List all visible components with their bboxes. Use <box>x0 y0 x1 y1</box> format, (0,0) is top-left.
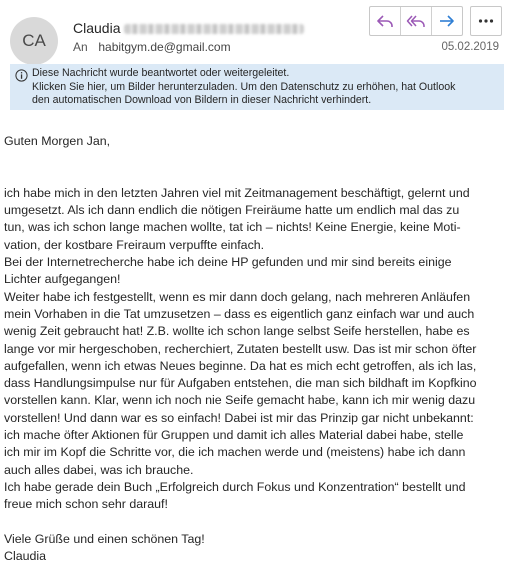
reply-all-icon <box>406 13 426 29</box>
sender-avatar[interactable]: CA <box>10 17 58 65</box>
body-line: umgesetzt. Als ich dann endlich die nötigen Freiräume hatte um endlich mal das zu <box>4 203 460 218</box>
reply-all-button[interactable] <box>401 7 432 35</box>
body-line: mein Vorhaben in die Tat umzusetzen – dass es eigentlich ganz einfach war und auch <box>4 306 475 321</box>
sender-name[interactable] <box>73 20 304 36</box>
closing: Viele Grüße und einen schönen Tag! <box>4 531 205 546</box>
body-line: aufgefallen, wenn ich etwas Neues beginne. Da hat es mich echt getroffen, als ich las, <box>4 358 477 373</box>
message-body <box>4 133 501 565</box>
body-line: freue mich schon sehr darauf! <box>4 497 168 512</box>
more-options-icon <box>478 18 494 24</box>
recipient-address[interactable]: habitgym.de@gmail.com <box>98 40 231 54</box>
info-icon <box>15 69 28 82</box>
reply-icon <box>376 13 394 29</box>
message-date: 05.02.2019 <box>441 41 499 53</box>
sender-first-name: Claudia <box>73 20 121 36</box>
info-line: Diese Nachricht wurde beantwortet oder weitergeleitet. <box>32 67 290 79</box>
body-line: vorstellen! Und dann war es so einfach! Dabei ist mir das Prinzip gar nicht unbekannt: <box>4 410 474 425</box>
body-line: lange vor mir hergeschoben, recherchiert, Zutaten bestellt usw. Das ist mir schon öfter <box>4 341 477 356</box>
body-line: ich habe mich in den letzten Jahren viel mit Zeitmanagement beschäftigt, gelernt und <box>4 185 470 200</box>
recipient-row <box>73 40 231 54</box>
body-line: ich mir im Kopf die Schritte vor, die ich machen werde und (meistens) habe ich dann <box>4 445 466 460</box>
body-line: Weiter habe ich festgestellt, wenn es mir dann doch gelang, nach mehreren Anläufen <box>4 289 471 304</box>
info-bar[interactable] <box>10 64 504 110</box>
forward-icon <box>438 13 456 29</box>
body-line: wenig Zeit gebraucht hat! Z.B. wollte ich schon lange selbst Seife herstellen, habe es <box>4 324 470 339</box>
body-line: dass Handlungsimpulse nur für Aufgaben entstehen, die man sich bildhaft im Kopfkino <box>4 376 477 391</box>
body-line: Bei der Internetrecherche habe ich deine HP gefunden und mir sind bereits einige <box>4 255 452 270</box>
redacted-sender-address <box>124 24 304 34</box>
more-options-button[interactable] <box>470 6 502 36</box>
body-line: Lichter aufgegangen! <box>4 272 121 287</box>
signature: Claudia <box>4 549 47 564</box>
body-line: vation, der kostbare Freiraum verpuffte einfach. <box>4 237 265 252</box>
message-header <box>0 0 507 64</box>
body-line: tun, was ich schon lange machen wollte, tat ich – nichts! Keine Energie, keine Moti- <box>4 220 461 235</box>
body-line: vorstellen kann. Klar, wenn ich noch nie Seife gemacht habe, kann ich mir wenig dazu <box>4 393 476 408</box>
info-line: Klicken Sie hier, um Bilder herunterzuladen. Um den Datenschutz zu erhöhen, hat Outlook <box>32 80 456 93</box>
body-line: auch alles dabei, was ich brauche. <box>4 462 194 477</box>
to-label: An <box>73 40 88 54</box>
reply-button[interactable] <box>370 7 401 35</box>
reply-actions <box>369 6 463 36</box>
body-line: Ich habe gerade dein Buch „Erfolgreich durch Fokus und Konzentration“ bestellt und <box>4 479 466 494</box>
greeting: Guten Morgen Jan, <box>4 134 111 148</box>
info-line: den automatischen Download von Bildern in dieser Nachricht verhindert. <box>32 94 372 106</box>
body-line: ich mache öfter Aktionen für Gruppen und damit ich alles Material dabei habe, stelle <box>4 428 464 443</box>
forward-button[interactable] <box>432 7 462 35</box>
